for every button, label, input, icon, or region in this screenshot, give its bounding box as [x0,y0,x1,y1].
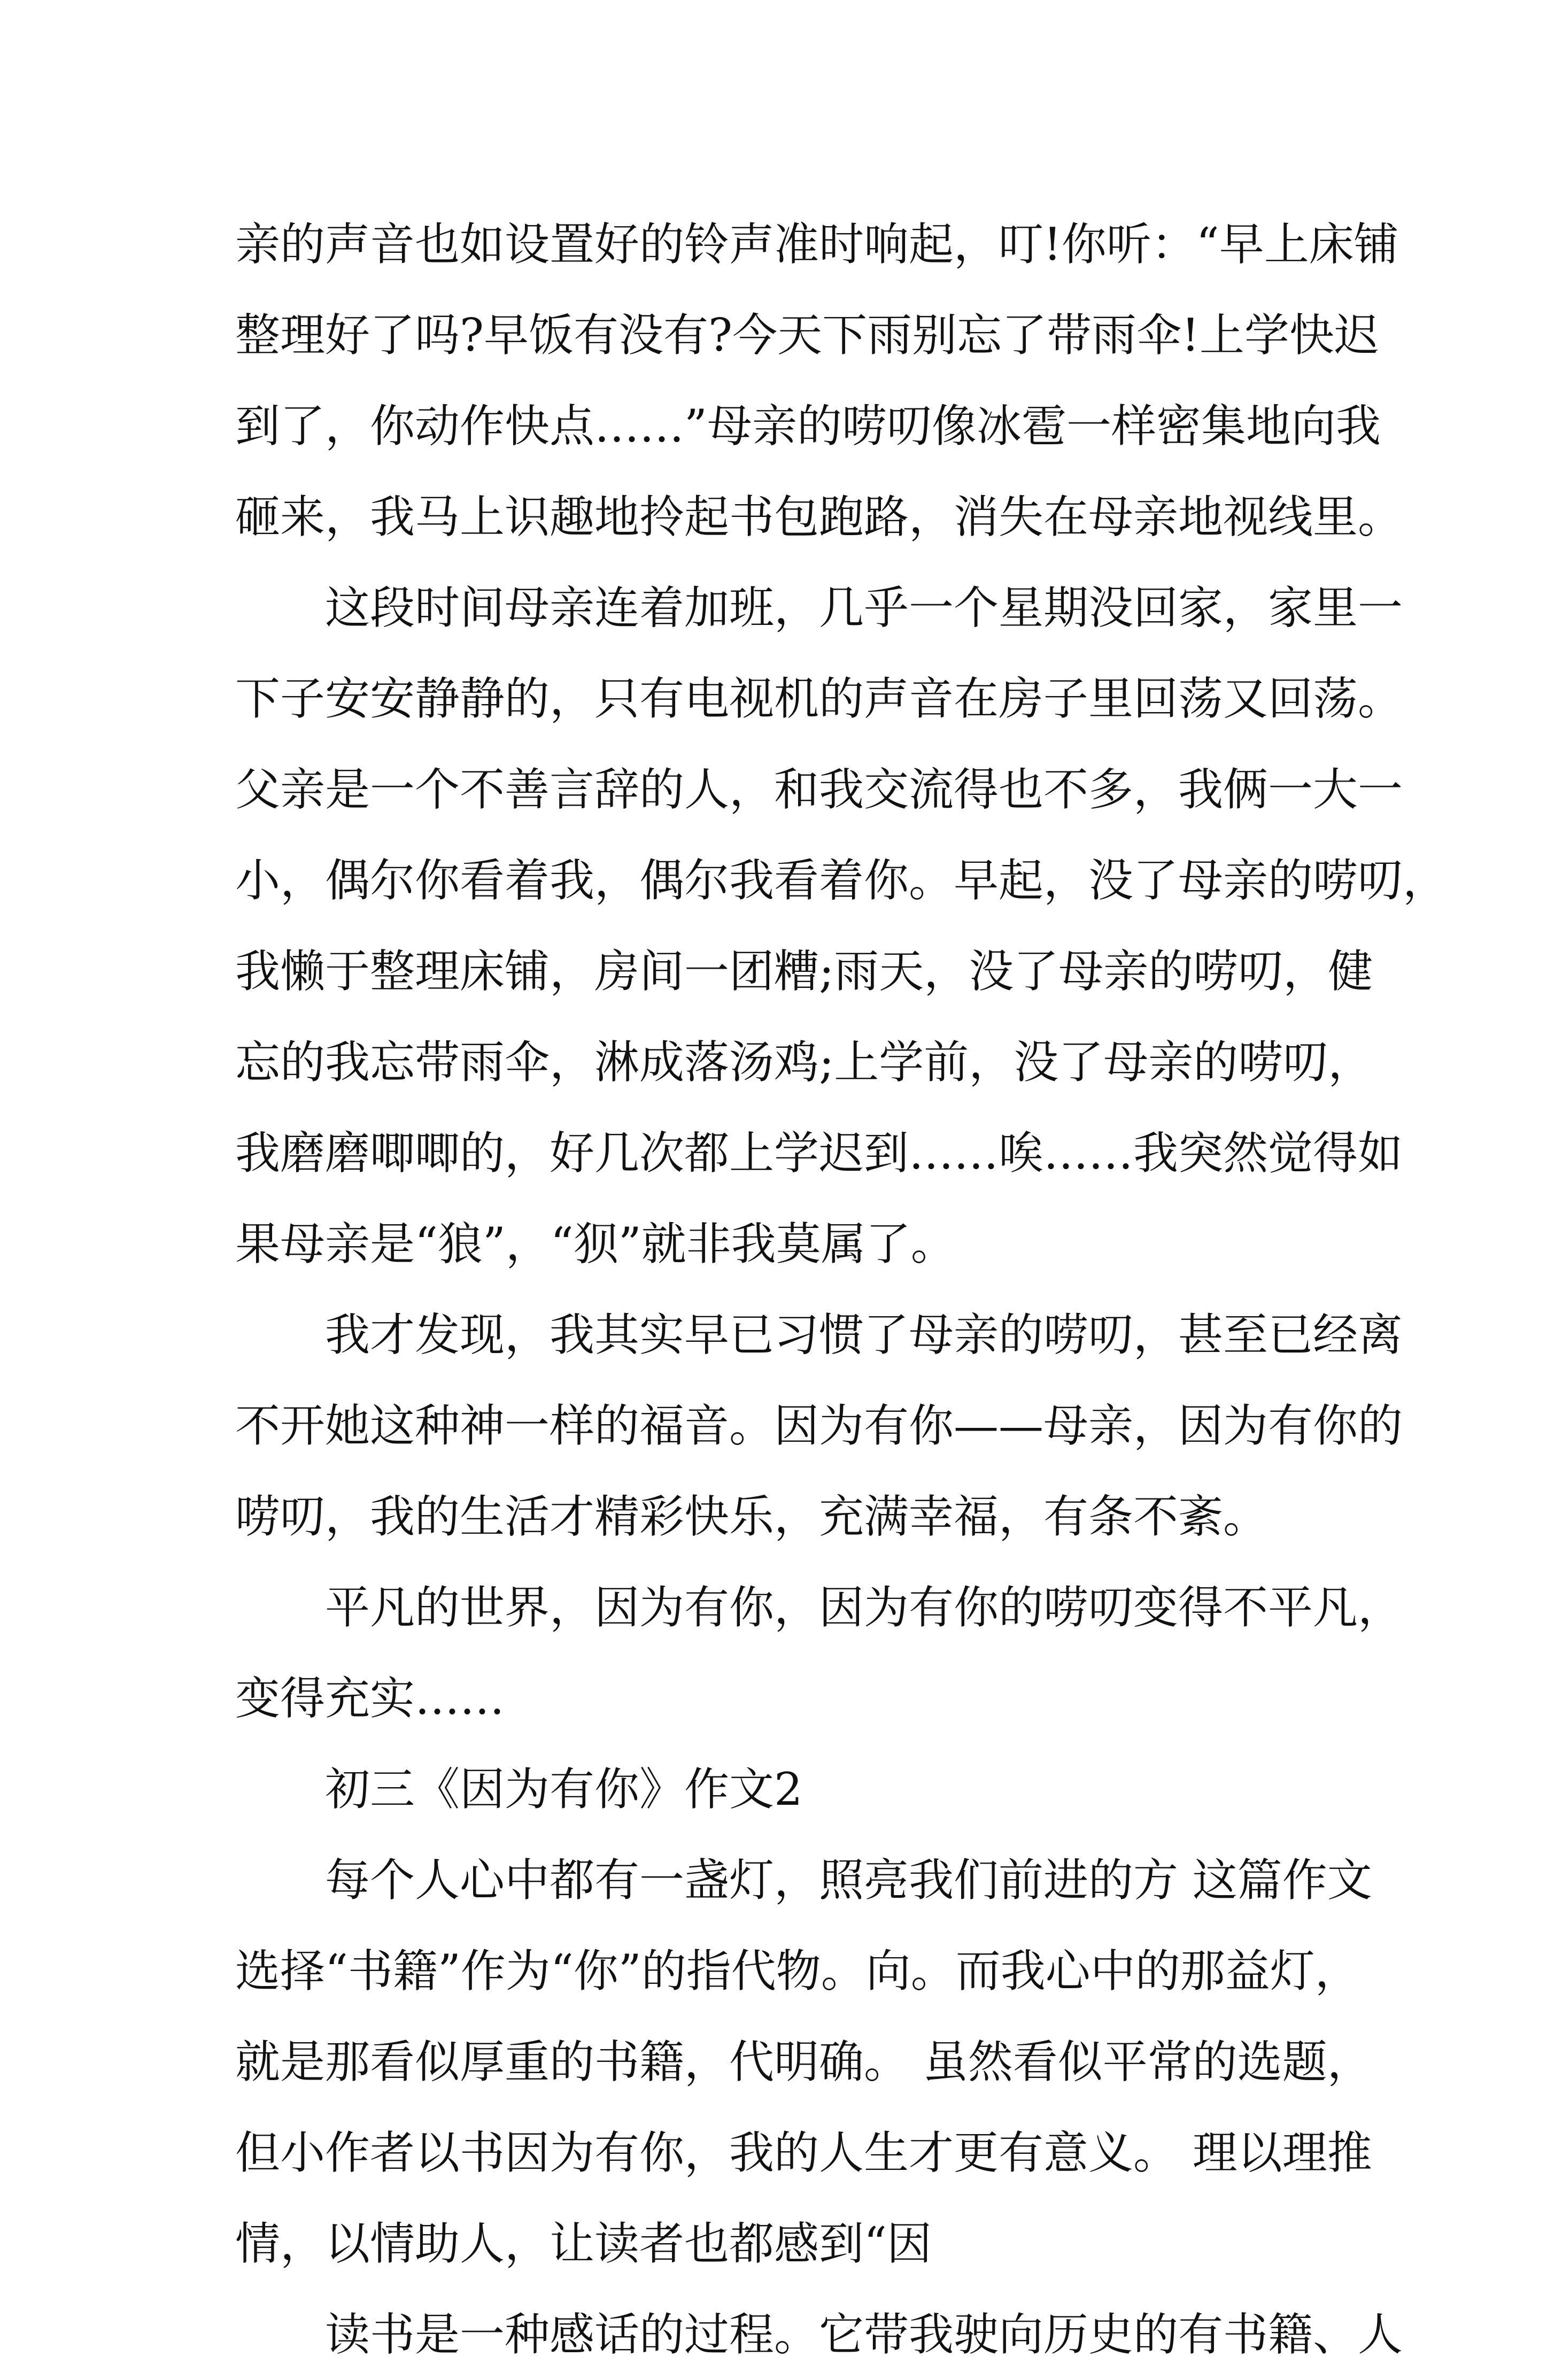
text-line: 选择“书籍”作为“你”的指代物。向。而我心中的那益灯， [235,1945,1360,1997]
text-line: 情，以情助人，让读者也都感到“因 [235,2217,932,2270]
paragraph-first-line: 我才发现，我其实早已习惯了母亲的唠叨，甚至已经离 [325,1309,1403,1361]
text-line: 变得充实…… [235,1672,505,1725]
text-line: 下子安安静静的，只有电视机的声音在房子里回荡又回荡。 [235,673,1403,725]
paragraph-first-line: 这段时间母亲连着加班，几乎一个星期没回家，家里一 [325,582,1403,634]
paragraph-first-line: 平凡的世界，因为有你，因为有你的唠叨变得不平凡， [325,1581,1403,1634]
essay-text [235,199,1448,2380]
text-line: 果母亲是“狼”，“狈”就非我莫属了。 [235,1218,956,1270]
text-line: 不开她这种神一样的福音。因为有你——母亲，因为有你的 [235,1400,1403,1452]
text-line: 我磨磨唧唧的，好几次都上学迟到……唉……我突然觉得如 [235,1127,1403,1179]
text-line: 唠叨，我的生活才精彩快乐，充满幸福，有条不紊。 [235,1490,1268,1543]
text-line: 我懒于整理床铺，房间一团糟;雨天，没了母亲的唠叨，健 [235,945,1373,998]
text-line: 但小作者以书因为有你，我的人生才更有意义。 理以理推 [235,2127,1372,2179]
paragraph-first-line: 每个人心中都有一盏灯，照亮我们前进的方 这篇作文 [325,1854,1372,1906]
text-line: 砸来，我马上识趣地拎起书包跑路，消失在母亲地视线里。 [235,491,1403,543]
text-line: 小，偶尔你看着我，偶尔我看着你。早起，没了母亲的唠叨， [235,854,1448,907]
paragraph-first-line: 读书是一种感话的过程。它带我驶向历史的有书籍、人 [325,2308,1403,2361]
text-line: 亲的声音也如设置好的铃声准时响起，叮!你听：“早上床铺 [235,218,1399,271]
text-line: 整理好了吗?早饭有没有?今天下雨别忘了带雨伞!上学快迟 [235,309,1379,361]
text-line: 父亲是一个不善言辞的人，和我交流得也不多，我俩一大一 [235,763,1403,816]
paragraph-first-line: 初三《因为有你》作文2 [325,1763,803,1815]
text-line: 就是那看似厚重的书籍，代明确。 虽然看似平常的选题， [235,2036,1372,2088]
text-line: 忘的我忘带雨伞，淋成落汤鸡;上学前，没了母亲的唠叨， [235,1036,1373,1088]
text-line: 到了，你动作快点……”母亲的唠叨像冰雹一样密集地向我 [235,400,1381,452]
